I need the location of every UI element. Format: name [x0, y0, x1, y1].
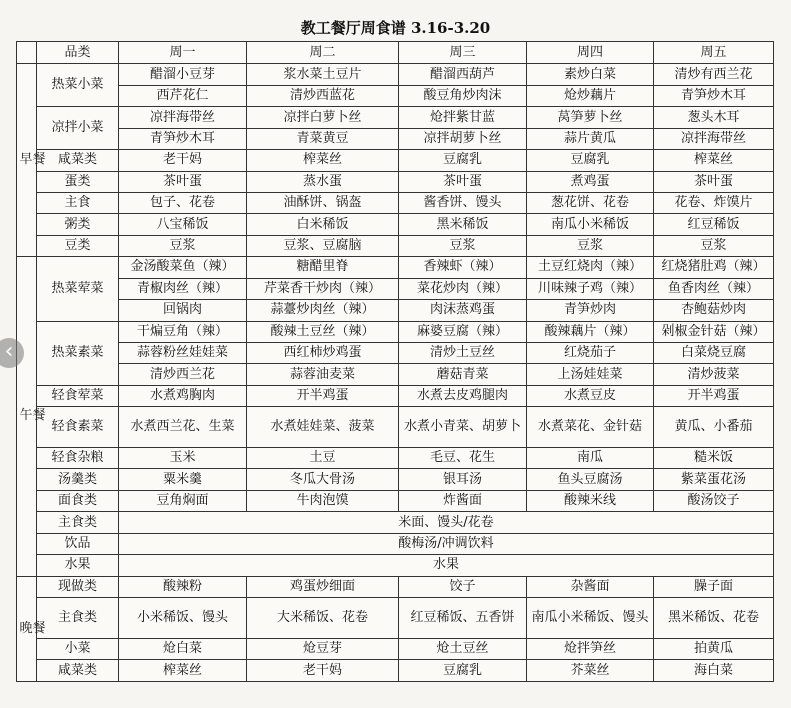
dish-cell: 红烧猪肚鸡（辣） [654, 257, 774, 278]
category-label: 主食类 [37, 512, 119, 533]
category-label: 热菜素菜 [37, 321, 119, 385]
menu-body [17, 42, 774, 682]
dish-cell: 蒜蓉粉丝娃娃菜 [119, 342, 247, 363]
dish-cell: 粟米羹 [119, 469, 247, 490]
category-label: 轻食素菜 [37, 407, 119, 448]
dish-cell: 香辣虾（辣） [399, 257, 527, 278]
dish-cell: 蘑菇青菜 [399, 364, 527, 385]
menu-row [17, 490, 774, 511]
dish-cell: 菜花炒肉（辣） [399, 278, 527, 299]
dish-cell: 豆浆、豆腐脑 [247, 235, 399, 256]
dish-cell: 南瓜小米稀饭 [527, 214, 654, 235]
dish-cell: 川味辣子鸡（辣） [527, 278, 654, 299]
category-label: 主食类 [37, 597, 119, 638]
dish-cell: 水煮西兰花、生菜 [119, 407, 247, 448]
dish-cell: 老干妈 [247, 660, 399, 682]
meal-label-dinner [17, 576, 46, 681]
meal-label-text: 早餐 [19, 152, 46, 168]
dish-cell: 炸酱面 [399, 490, 527, 511]
dish-cell: 凉拌海带丝 [654, 128, 774, 149]
dish-cell: 酸辣粉 [119, 576, 247, 597]
dish-cell: 水煮娃娃菜、菠菜 [247, 407, 399, 448]
dish-cell: 炝豆芽 [247, 638, 399, 659]
category-label: 咸菜类 [37, 660, 119, 682]
dish-cell: 剁椒金针菇（辣） [654, 321, 774, 342]
menu-row [17, 364, 774, 385]
dish-cell: 水煮去皮鸡腿肉 [399, 385, 527, 406]
dish-cell: 芹菜香干炒肉（辣） [247, 278, 399, 299]
dish-cell: 包子、花卷 [119, 192, 247, 213]
dish-cell: 红豆稀饭、五香饼 [399, 597, 527, 638]
dish-cell: 豆浆 [399, 235, 527, 256]
dish-cell: 葱花饼、花卷 [527, 192, 654, 213]
dish-cell: 青笋炒木耳 [119, 128, 247, 149]
dish-cell: 南瓜 [527, 448, 654, 469]
dish-cell: 银耳汤 [399, 469, 527, 490]
menu-row [17, 407, 774, 448]
dish-cell: 臊子面 [654, 576, 774, 597]
dish-cell: 凉拌白萝卜丝 [247, 107, 399, 128]
category-label: 轻食荤菜 [37, 385, 119, 406]
dish-cell: 酸辣土豆丝（辣） [247, 321, 399, 342]
category-label: 现做类 [37, 576, 119, 597]
dish-cell: 豆浆 [119, 235, 247, 256]
header-mon: 周一 [119, 42, 247, 64]
dish-cell: 糖醋里脊 [247, 257, 399, 278]
header-tue: 周二 [247, 42, 399, 64]
dish-cell: 酸辣藕片（辣） [527, 321, 654, 342]
menu-row [17, 448, 774, 469]
shared-dish-cell: 水果 [119, 555, 774, 576]
header-wed: 周三 [399, 42, 527, 64]
dish-cell: 油酥饼、锅盔 [247, 192, 399, 213]
dish-cell: 饺子 [399, 576, 527, 597]
menu-row [17, 171, 774, 192]
dish-cell: 清炒西兰花 [119, 364, 247, 385]
dish-cell: 清炒土豆丝 [399, 342, 527, 363]
dish-cell: 芥菜丝 [527, 660, 654, 682]
dish-cell: 肉沫蒸鸡蛋 [399, 300, 527, 321]
page-title: 教工餐厅周食谱 3.16-3.20 [300, 19, 491, 37]
dish-cell: 浆水菜土豆片 [247, 64, 399, 85]
dish-cell: 水煮菜花、金针菇 [527, 407, 654, 448]
dish-cell: 紫菜蛋花汤 [654, 469, 774, 490]
menu-row [17, 235, 774, 256]
dish-cell: 豆浆 [654, 235, 774, 256]
dish-cell: 豆腐乳 [527, 150, 654, 171]
dish-cell: 清炒菠菜 [654, 364, 774, 385]
dish-cell: 素炒白菜 [527, 64, 654, 85]
dish-cell: 炝白菜 [119, 638, 247, 659]
dish-cell: 冬瓜大骨汤 [247, 469, 399, 490]
meal-label-text: 午餐 [19, 408, 46, 424]
dish-cell: 炝拌笋丝 [527, 638, 654, 659]
dish-cell: 酱香饼、馒头 [399, 192, 527, 213]
menu-row [17, 214, 774, 235]
menu-row [17, 85, 774, 106]
menu-row [17, 257, 774, 278]
dish-cell: 茶叶蛋 [119, 171, 247, 192]
dish-cell: 小米稀饭、馒头 [119, 597, 247, 638]
dish-cell: 清炒西蓝花 [247, 85, 399, 106]
header-blank [17, 42, 37, 64]
dish-cell: 酸辣米线 [527, 490, 654, 511]
header-fri: 周五 [654, 42, 774, 64]
menu-row [17, 660, 774, 682]
dish-cell: 黑米稀饭、花卷 [654, 597, 774, 638]
category-label: 粥类 [37, 214, 119, 235]
category-label: 小菜 [37, 638, 119, 659]
dish-cell: 八宝稀饭 [119, 214, 247, 235]
dish-cell: 榨菜丝 [247, 150, 399, 171]
dish-cell: 西红柿炒鸡蛋 [247, 342, 399, 363]
menu-row [17, 342, 774, 363]
dish-cell: 白菜烧豆腐 [654, 342, 774, 363]
dish-cell: 水煮豆皮 [527, 385, 654, 406]
dish-cell: 炝拌紫甘蓝 [399, 107, 527, 128]
shared-dish-cell: 酸梅汤/冲调饮料 [119, 533, 774, 554]
menu-row [17, 597, 774, 638]
dish-cell: 鸡蛋炒细面 [247, 576, 399, 597]
menu-row [17, 150, 774, 171]
dish-cell: 青笋炒肉 [527, 300, 654, 321]
shared-dish-cell: 米面、馒头/花卷 [119, 512, 774, 533]
dish-cell: 葱头木耳 [654, 107, 774, 128]
dish-cell: 蒜薹炒肉丝（辣） [247, 300, 399, 321]
category-label: 水果 [37, 555, 119, 576]
dish-cell: 青椒肉丝（辣） [119, 278, 247, 299]
dish-cell: 杏鲍菇炒肉 [654, 300, 774, 321]
dish-cell: 西芹花仁 [119, 85, 247, 106]
dish-cell: 杂酱面 [527, 576, 654, 597]
dish-cell: 炝炒藕片 [527, 85, 654, 106]
dish-cell: 清炒有西兰花 [654, 64, 774, 85]
dish-cell: 金汤酸菜鱼（辣） [119, 257, 247, 278]
dish-cell: 蒸水蛋 [247, 171, 399, 192]
dish-cell: 黄瓜、小番茄 [654, 407, 774, 448]
dish-cell: 南瓜小米稀饭、馒头 [527, 597, 654, 638]
category-label: 面食类 [37, 490, 119, 511]
dish-cell: 红豆稀饭 [654, 214, 774, 235]
menu-row [17, 107, 774, 128]
menu-row [17, 64, 774, 85]
menu-row [17, 385, 774, 406]
dish-cell: 拍黄瓜 [654, 638, 774, 659]
weekly-menu-table [16, 41, 774, 682]
meal-label-lunch [17, 257, 46, 576]
category-label: 汤羹类 [37, 469, 119, 490]
menu-row [17, 576, 774, 597]
category-label: 热菜小菜 [37, 64, 119, 107]
dish-cell: 毛豆、花生 [399, 448, 527, 469]
menu-row [17, 469, 774, 490]
dish-cell: 榨菜丝 [119, 660, 247, 682]
dish-cell: 豆角焖面 [119, 490, 247, 511]
dish-cell: 土豆红烧肉（辣） [527, 257, 654, 278]
category-label: 热菜荤菜 [37, 257, 119, 321]
category-label: 豆类 [37, 235, 119, 256]
dish-cell: 开半鸡蛋 [654, 385, 774, 406]
dish-cell: 醋溜西葫芦 [399, 64, 527, 85]
dish-cell: 酸汤饺子 [654, 490, 774, 511]
dish-cell: 牛肉泡馍 [247, 490, 399, 511]
menu-row [17, 278, 774, 299]
menu-row [17, 128, 774, 149]
header-thu: 周四 [527, 42, 654, 64]
meal-label-breakfast [17, 64, 46, 257]
dish-cell: 麻婆豆腐（辣） [399, 321, 527, 342]
dish-cell: 花卷、炸馍片 [654, 192, 774, 213]
dish-cell: 水煮小青菜、胡萝卜 [399, 407, 527, 448]
dish-cell: 老干妈 [119, 150, 247, 171]
dish-cell: 干煸豆角（辣） [119, 321, 247, 342]
dish-cell: 凉拌胡萝卜丝 [399, 128, 527, 149]
prev-arrow-button[interactable]: ‹ [0, 338, 24, 368]
dish-cell: 回锅肉 [119, 300, 247, 321]
dish-cell: 青笋炒木耳 [654, 85, 774, 106]
dish-cell: 茶叶蛋 [399, 171, 527, 192]
meal-label-text: 晚餐 [19, 620, 46, 636]
dish-cell: 豆腐乳 [399, 150, 527, 171]
dish-cell: 蒜片黄瓜 [527, 128, 654, 149]
category-label: 凉拌小菜 [37, 107, 119, 150]
dish-cell: 红烧茄子 [527, 342, 654, 363]
header-row [17, 42, 774, 64]
category-label: 饮品 [37, 533, 119, 554]
dish-cell: 凉拌海带丝 [119, 107, 247, 128]
category-label: 主食 [37, 192, 119, 213]
dish-cell: 茶叶蛋 [654, 171, 774, 192]
dish-cell: 煮鸡蛋 [527, 171, 654, 192]
dish-cell: 大米稀饭、花卷 [247, 597, 399, 638]
dish-cell: 榨菜丝 [654, 150, 774, 171]
category-label: 轻食杂粮 [37, 448, 119, 469]
dish-cell: 开半鸡蛋 [247, 385, 399, 406]
menu-row [17, 512, 774, 533]
dish-cell: 玉米 [119, 448, 247, 469]
menu-row [17, 555, 774, 576]
menu-row [17, 638, 774, 659]
menu-row [17, 192, 774, 213]
dish-cell: 豆浆 [527, 235, 654, 256]
dish-cell: 青菜黄豆 [247, 128, 399, 149]
dish-cell: 黑米稀饭 [399, 214, 527, 235]
menu-row [17, 533, 774, 554]
category-label: 蛋类 [37, 171, 119, 192]
dish-cell: 糙米饭 [654, 448, 774, 469]
dish-cell: 鱼香肉丝（辣） [654, 278, 774, 299]
dish-cell: 醋溜小豆芽 [119, 64, 247, 85]
dish-cell: 白米稀饭 [247, 214, 399, 235]
menu-row [17, 321, 774, 342]
dish-cell: 水煮鸡胸肉 [119, 385, 247, 406]
dish-cell: 上汤娃娃菜 [527, 364, 654, 385]
menu-row [17, 300, 774, 321]
category-label: 咸菜类 [37, 150, 119, 171]
dish-cell: 豆腐乳 [399, 660, 527, 682]
dish-cell: 炝土豆丝 [399, 638, 527, 659]
dish-cell: 酸豆角炒肉沫 [399, 85, 527, 106]
header-category: 品类 [37, 42, 119, 64]
dish-cell: 鱼头豆腐汤 [527, 469, 654, 490]
dish-cell: 蒜蓉油麦菜 [247, 364, 399, 385]
dish-cell: 莴笋萝卜丝 [527, 107, 654, 128]
dish-cell: 土豆 [247, 448, 399, 469]
dish-cell: 海白菜 [654, 660, 774, 682]
